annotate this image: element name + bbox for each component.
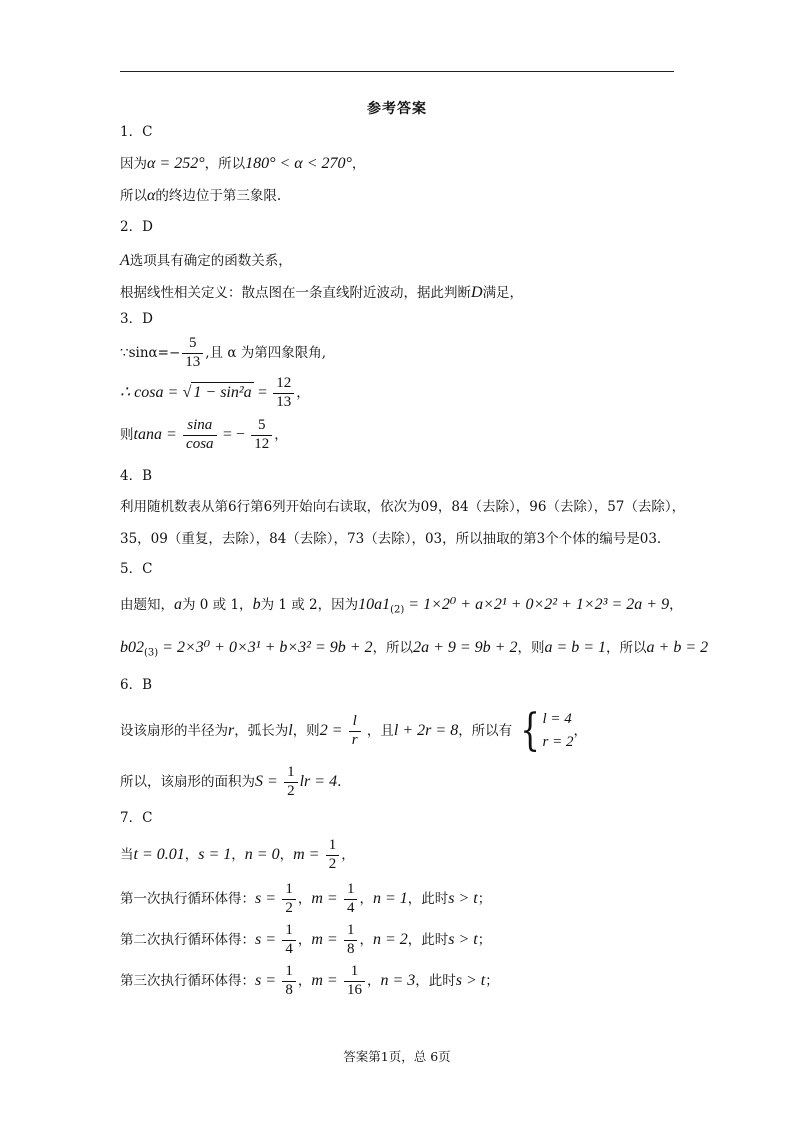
- answer-3-line-3: 则tana = $\frac{\sin a}{\cos a}$ = − $\frac{5}{12}$ ，: [120, 417, 288, 452]
- fraction: $\frac{1}{4}$: [282, 923, 296, 958]
- answer-4-line-2: 35，09（重复，去除），84（去除），73（去除），03，所以抽取的第3个个体的编号是03.: [120, 531, 662, 547]
- answer-1-line-1: 因为α = 252°，所以180° < α < 270°，: [120, 155, 366, 172]
- left-brace: {: [520, 705, 541, 757]
- fraction: $\frac{1}{16}$: [344, 964, 365, 999]
- fraction: $\frac{1}{2}$: [282, 882, 296, 917]
- answer-6-line-1: 设该扇形的半径为r，弧长为l，则2 = $\frac{l}{r}$ ，且l + 2r = 8，所以有 { l = 4 r = 2 ，: [120, 705, 587, 757]
- answer-7-loop-row: 第三次执行循环体得：s = $\frac{1}{8}$ ，m = $\frac{1}{16}$ ，n = 3，此时s > t；: [120, 963, 499, 998]
- answer-1-line-2: 所以α的终边位于第三象限.: [120, 187, 282, 204]
- answer-2-line-1: A选项具有确定的函数关系，: [120, 252, 292, 269]
- answer-5-head: 5．C: [120, 561, 153, 577]
- answer-2-line-2: 根据线性相关定义：散点图在一条直线附近波动，据此判断D满足，: [120, 284, 524, 301]
- fraction: $\frac{1}{4}$: [344, 882, 358, 917]
- answer-6-head: 6．B: [120, 677, 153, 693]
- answer-1-head: 1．C: [120, 124, 153, 140]
- header-rule: [120, 71, 674, 72]
- answer-4-head: 4．B: [120, 468, 153, 484]
- answer-6-line-2: 所以，该扇形的面积为S = $\frac{1}{2}$ lr = 4.: [120, 764, 342, 799]
- answer-7-head: 7．C: [120, 810, 153, 826]
- answer-2-head: 2．D: [120, 219, 153, 235]
- equation-system: { l = 4 r = 2: [520, 705, 574, 757]
- answer-3-line-2: ∴ cosa = √ 1 − sin²a = $\frac{12}{13}$ ，: [120, 375, 310, 410]
- answer-5-line-2: $b02_{(3)} = 2\times 3^0 + 0\times 3^1 + b\times 3^2 = 9b + 2$，所以2a + 9 = 9b + 2，则a = b = 1，所以a + b = 2: [120, 639, 709, 659]
- fraction: $\frac{12}{13}$: [273, 376, 294, 411]
- fraction: $\frac{l}{r}$: [349, 714, 361, 749]
- fraction: $\frac{1}{2}$: [326, 838, 340, 873]
- fraction: $\frac{5}{12}$: [251, 418, 272, 453]
- answer-7-line-1: 当t = 0.01，s = 1，n = 0，m = $\frac{1}{2}$ ，: [120, 837, 355, 872]
- fraction: $\frac{5}{13}$: [182, 336, 203, 371]
- square-root: √ 1 − sin²a: [182, 384, 252, 402]
- fraction: $\frac{1}{2}$: [284, 765, 298, 800]
- answer-7-loop-row: 第二次执行循环体得：s = $\frac{1}{4}$ ，m = $\frac{1}{8}$ ，n = 2，此时s > t；: [120, 922, 492, 957]
- fraction: $\frac{\sin a}{\cos a}$: [183, 418, 217, 453]
- answer-7-loop-row: 第一次执行循环体得：s = $\frac{1}{2}$ ，m = $\frac{1}{4}$ ，n = 1，此时s > t；: [120, 881, 492, 916]
- answer-4-line-1: 利用随机数表从第6行第6列开始向右读取，依次为09，84（去除），96（去除），57（去除），: [120, 499, 686, 515]
- answer-3-head: 3．D: [120, 311, 153, 327]
- answer-3-line-1: ∵sinα=− $\frac{5}{13}$ ,且 α 为第四象限角,: [120, 335, 327, 370]
- fraction: $\frac{1}{8}$: [344, 923, 358, 958]
- page-footer: 答案第1页，总 6页: [343, 1049, 451, 1064]
- page-title: 参考答案: [367, 101, 427, 117]
- answer-5-line-1: 由题知，a为 0 或 1，b为 1 或 2，因为$10a1_{(2)} = 1\times 2^0 + a\times 2^1 + 0\times 2^2 + 1\times 2^3 = 2a + 9$，: [120, 596, 683, 616]
- fraction: $\frac{1}{8}$: [282, 964, 296, 999]
